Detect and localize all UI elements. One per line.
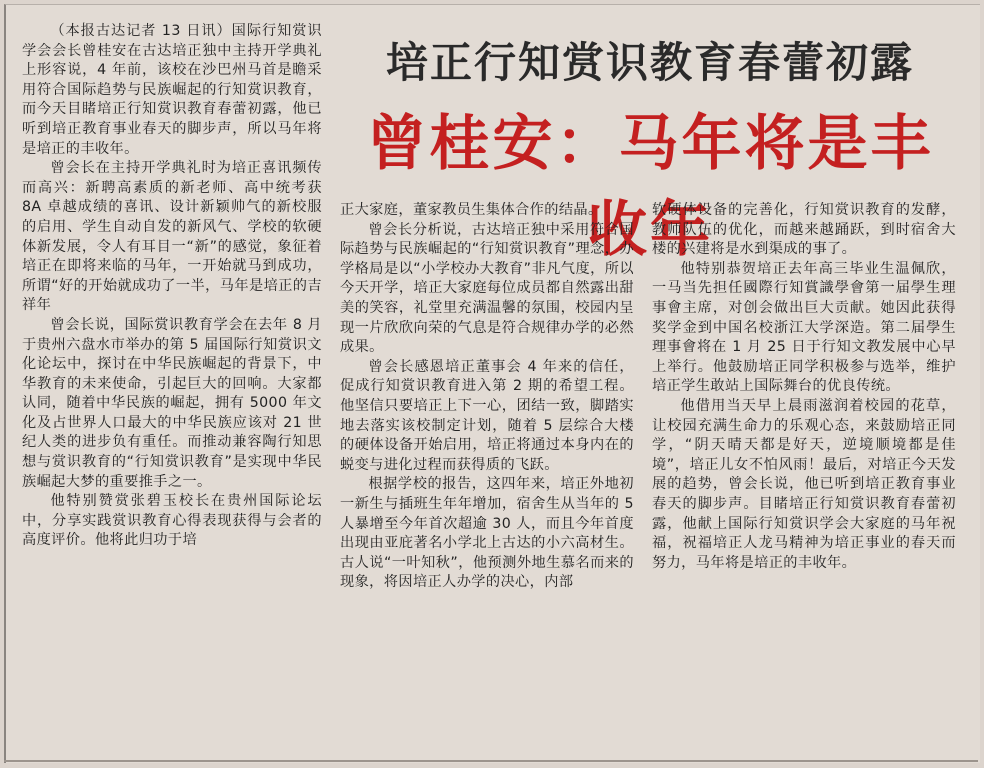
paragraph: 他特别恭贺培正去年高三毕业生温佩欣，一马当先担任國際行知賞識學會第一届學生理事會主席，对创会做出巨大贡献。她因此获得奖学金到中国名校浙江大学深造。第二届學生理事會将在 1 月 25 日于行知文教发展中心早上举行。他鼓励培正同学积极参与选举，维护培正学生敢站上国际舞台的优良传统。 xyxy=(652,260,956,395)
paragraph: （本报古达记者 13 日讯）国际行知赏识学会会长曾桂安在古达培正独中主持开学典礼上形容说，4 年前，该校在沙巴州马首是瞻采用符合国际趋势与民族崛起的行知赏识教育，而今天目睹培正行知赏识教育春蕾初露，他已听到培正教育事业春天的脚步声，所以马年将是培正的丰收年。 xyxy=(22,23,322,157)
paragraph: 他借用当天早上晨雨滋润着校园的花草，让校园充满生命力的乐观心态，来鼓励培正同学，“阴天晴天都是好天，逆境顺境都是佳境”，培正儿女不怕风雨！最后，对培正今天发展的趋势，曾会长说，他已听到培正教育事业春天的脚步声。目睹培正行知赏识教育春蕾初露，他献上国际行知赏识学会大家庭的马年祝福，祝福培正人龙马精神为培正事业的春天而努力，马年将是培正的丰收年。 xyxy=(652,397,956,571)
subheadline: 曾桂安：马年将是丰收年 xyxy=(366,109,934,265)
paragraph: 曾会长说，国际赏识教育学会在去年 8 月于贵州六盘水市举办的第 5 届国际行知赏识文化论坛中，探讨在中华民族崛起的背景下，中华教育的未来使命，引起巨大的回响。大家都认同，随着中华民族的崛起，拥有 5000 年文化及占世界人口最大的中华民族应该对 21 世纪人类的进步负有重任。而推动兼容陶行知思想与赏识教育的“行知赏识教育”是实现中华民族崛起大梦的重要推手之一。 xyxy=(22,316,322,490)
article-column-2 xyxy=(340,201,634,593)
paragraph: 正大家庭，董家教员生集体合作的结晶。 xyxy=(340,202,603,218)
paragraph: 软硬体设备的完善化，行知赏识教育的发酵，教师队伍的优化，而越来越踊跃，到时宿舍大楼的兴建将是水到渠成的事了。 xyxy=(652,202,956,258)
paragraph: 根据学校的报告，这四年来，培正外地初一新生与插班生年年增加，宿舍生从当年的 5 人暴增至今年首次超逾 30 人，而且今年首度出现由亚庇著名小学北上古达的小六高材生。古人说“一叶知秋”，他预测外地生慕名而来的现象，将因培正人办学的决心，内部 xyxy=(340,476,634,591)
article-column-3 xyxy=(652,201,956,573)
paragraph: 曾会长分析说，古达培正独中采用符合国际趋势与民族崛起的“行知赏识教育”理念，办学格局是以“小学校办大教育”非凡气度，所以今天开学，培正大家庭每位成员都自然露出甜美的笑容，礼堂里充满温馨的氛围，校园内呈现一片欣欣向荣的气息是符合规律办学的必然成果。 xyxy=(340,221,634,356)
paragraph: 曾会长感恩培正董事会 4 年来的信任，促成行知赏识教育进入第 2 期的希望工程。他坚信只要培正上下一心，团结一致，脚踏实地去落实该校制定计划，随着 5 层综合大楼的硬体设备开始启用，培正将通过本身内在的蜕变与进化过程而获得质的飞跃。 xyxy=(340,358,634,473)
paragraph: 他特别赞赏张碧玉校长在贵州国际论坛中，分享实践赏识教育心得表现获得与会者的高度评价。他将此归功于培 xyxy=(22,493,322,549)
paragraph: 曾会长在主持开学典礼时为培正喜讯频传而高兴：新聘高素质的新老师、高中统考获 8A 卓越成绩的喜讯、设计新颖帅气的新校服的启用、学生自动自发的新风气、学校的软硬体新发展，令人有耳目一“新”的感觉，象征着培正在即将来临的马年，一开始就马到成功，所谓“好的开始就成功了一半，马年是培正的吉祥年 xyxy=(22,160,322,314)
headline: 培正行知赏识教育春蕾初露 xyxy=(385,38,914,87)
article-column-1 xyxy=(22,22,322,551)
bottom-rule xyxy=(4,760,978,762)
